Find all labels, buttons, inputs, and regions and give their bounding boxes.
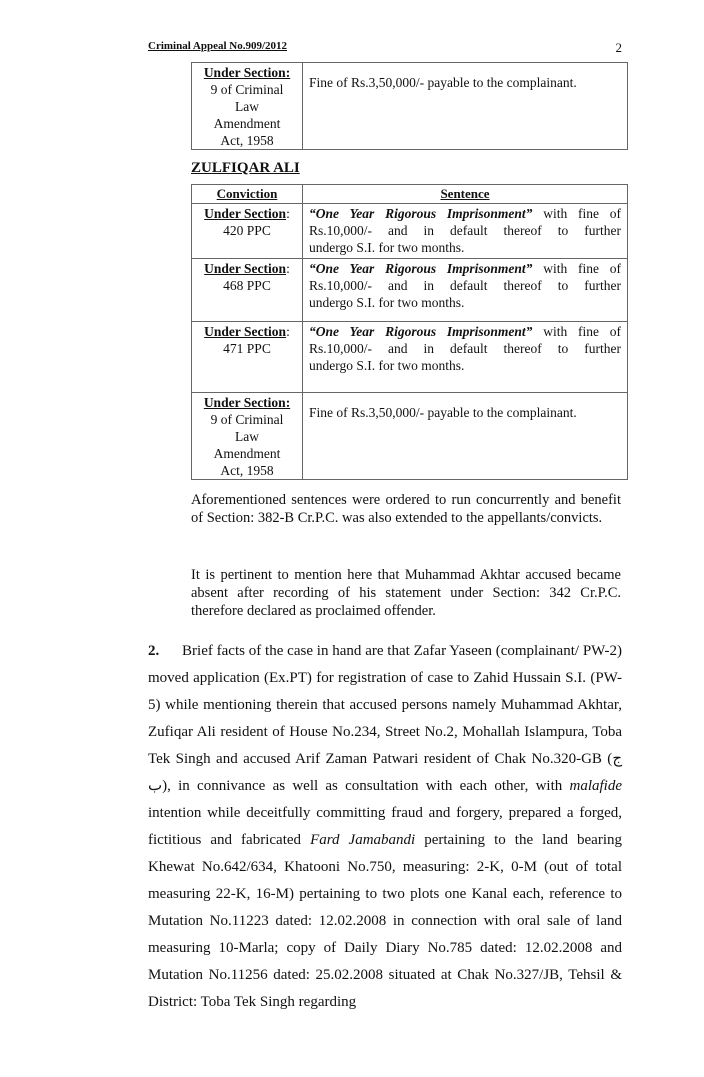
table-row	[192, 322, 628, 393]
conviction-cell: Under Section: 9 of Criminal Law Amendment Act, 1958	[192, 393, 303, 480]
paragraph-brief-facts: 2. Brief facts of the case in hand are that Zafar Yaseen (complainant/ PW-2) moved application (Ex.PT) for registration of case to Zahid Hussain S.I. (PW-5) while mentioning therein that accused persons namely Muhammad Akhtar, Zufiqar Ali resident of House No.234, Street No.2, Mohallah Islampura, Toba Tek Singh and accused Arif Zaman Patwari resident of Chak No.320-GB (ج ب), in connivance as well as consultation with each other, with malafide intention while deceitfully committing fraud and forgery, prepared a forged, fictitious and fabricated Fard Jamabandi pertaining to the land bearing Khewat No.642/634, Khatooni No.750, measuring: 2-K, 0-M (out of total measuring 22-K, 16-M) pertaining to two plots one Kanal each, reference to Mutation No.11223 dated: 12.02.2008 in connection with oral sale of land measuring 10-Marla; copy of Daily Diary No.785 dated: 12.02.2008 and Mutation No.11256 dated: 25.02.2008 situated at Chak No.327/JB, Tehsil & District: Toba Tek Singh regarding	[148, 643, 622, 1010]
sentence-table	[191, 184, 628, 480]
table-row	[192, 204, 628, 259]
previous-sentence-table	[191, 62, 628, 150]
sentence-cell: Fine of Rs.3,50,000/- payable to the complainant.	[303, 393, 628, 480]
header-conviction: Conviction	[192, 185, 303, 204]
paragraph-concurrent-sentences: Aforementioned sentences were ordered to run concurrently and benefit of Section: 382-B Cr.P.C. was also extended to the appellants/convicts.	[191, 492, 621, 526]
table-row	[192, 63, 628, 150]
sentence-cell: Fine of Rs.3,50,000/- payable to the complainant.	[303, 63, 628, 150]
page-header	[148, 40, 622, 55]
case-number: Criminal Appeal No.909/2012	[148, 40, 288, 52]
paragraph-proclaimed-offender: It is pertinent to mention here that Muhammad Akhtar accused became absent after recording of his statement under Section: 342 Cr.P.C. therefore declared as proclaimed offender.	[191, 567, 621, 619]
table-header-row	[192, 185, 628, 204]
sentence-cell: “One Year Rigorous Imprisonment” with fine of Rs.10,000/- and in default thereof to further undergo S.I. for two months.	[303, 259, 628, 322]
conviction-cell: Under Section: 420 PPC	[192, 204, 303, 259]
conviction-cell: Under Section: 468 PPC	[192, 259, 303, 322]
header-sentence: Sentence	[303, 185, 628, 204]
conviction-cell: Under Section: 9 of Criminal Law Amendment Act, 1958	[192, 63, 303, 150]
sentence-cell: “One Year Rigorous Imprisonment” with fine of Rs.10,000/- and in default thereof to further undergo S.I. for two months.	[303, 204, 628, 259]
convict-name: ZULFIQAR ALI	[191, 160, 300, 176]
sentence-cell: “One Year Rigorous Imprisonment” with fine of Rs.10,000/- and in default thereof to further undergo S.I. for two months.	[303, 322, 628, 393]
table-row	[192, 259, 628, 322]
table-row	[192, 393, 628, 480]
conviction-cell: Under Section: 471 PPC	[192, 322, 303, 393]
page-number: 2	[615, 40, 622, 55]
